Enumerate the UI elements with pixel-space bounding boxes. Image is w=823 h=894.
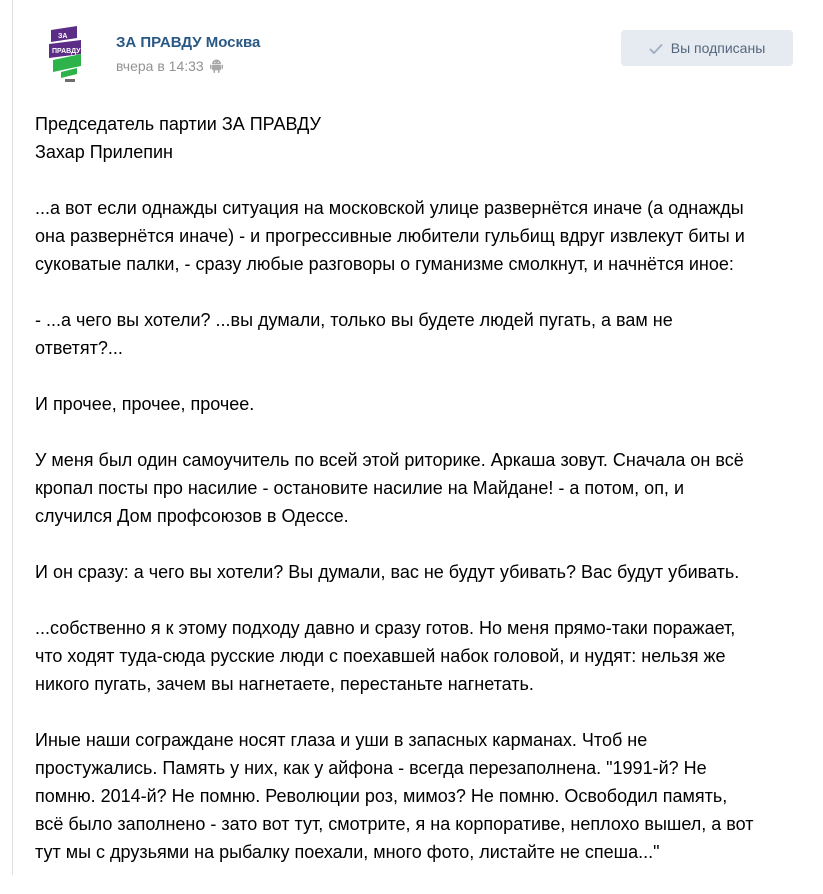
post-text-line: Иные наши сограждане носят глаза и уши в запасных карманах. Чтоб не (35, 730, 648, 750)
post-text-line: ...собственно я к этому подходу давно и сразу готов. Но меня прямо-таки поражает, (35, 618, 736, 638)
post-paragraph (35, 726, 805, 866)
android-icon (210, 59, 223, 73)
post-text-line: кропал посты про насилие - остановите насилие на Майдане! - а потом, оп, и (35, 478, 684, 498)
post-paragraph (35, 194, 805, 278)
check-icon (649, 42, 663, 54)
post-text-line: она развернётся иначе) - и прогрессивные любители гульбищ вдруг извлекут биты и (35, 226, 745, 246)
post-paragraph (35, 390, 805, 418)
za-pravdu-logo-icon (47, 24, 87, 88)
post-paragraph (35, 558, 805, 586)
post-card (12, 0, 823, 875)
logo-text-top: ЗА (58, 33, 68, 40)
post-text-line: тут мы с друзьями на рыбалку поехали, много фото, листайте не спеша..." (35, 842, 660, 862)
post-text-line: И он сразу: а чего вы хотели? Вы думали, вас не будут убивать? Вас будут убивать. (35, 562, 740, 582)
post-text-line: - ...а чего вы хотели? ...вы думали, только вы будете людей пугать, а вам не (35, 310, 673, 330)
post-text-line: У меня был один самоучитель по всей этой риторике. Аркаша зовут. Сначала он всё (35, 450, 744, 470)
post-meta (116, 58, 223, 74)
subscribed-button-label: Вы подписаны (670, 40, 766, 56)
post-text-line: И прочее, прочее, прочее. (35, 394, 255, 414)
post-author-link[interactable]: ЗА ПРАВДУ Москва (116, 34, 261, 51)
post-paragraph (35, 446, 805, 530)
avatar[interactable] (47, 24, 87, 88)
logo-text-main: ПРАВДУ (52, 48, 81, 55)
post-text-line: Захар Прилепин (35, 142, 173, 162)
post-paragraph (35, 110, 805, 166)
post-text-line: всё было заполнено - зато вот тут, смотрите, я на корпоративе, неплохо вышел, а вот (35, 814, 754, 834)
post-text-line: ...а вот если однажды ситуация на московской улице развернётся иначе (а однажды (35, 198, 744, 218)
post-text (35, 110, 805, 894)
post-text-line: случился Дом профсоюзов в Одессе. (35, 506, 349, 526)
post-text-line: простужались. Память у них, как у айфона - всегда перезаполнена. "1991-й? Не (35, 758, 707, 778)
post-paragraph (35, 614, 805, 698)
post-paragraph (35, 306, 805, 362)
post-header (13, 0, 823, 100)
post-time-link[interactable]: вчера в 14:33 (116, 58, 204, 74)
post-text-line: суковатые палки, - сразу любые разговоры о гуманизме смолкнут, и начнётся иное: (35, 254, 734, 274)
post-text-line: Председатель партии ЗА ПРАВДУ (35, 114, 321, 134)
post-text-line: ответят?... (35, 338, 123, 358)
subscribed-button[interactable] (621, 30, 793, 66)
post-text-line: помню. 2014-й? Не помню. Революции роз, мимоз? Не помню. Освободил память, (35, 786, 728, 806)
post-text-line: что ходят туда-сюда русские люди с поехавшей набок головой, и нудят: нельзя же (35, 646, 726, 666)
post-text-line: никого пугать, зачем вы нагнетаете, перестаньте нагнетать. (35, 674, 534, 694)
